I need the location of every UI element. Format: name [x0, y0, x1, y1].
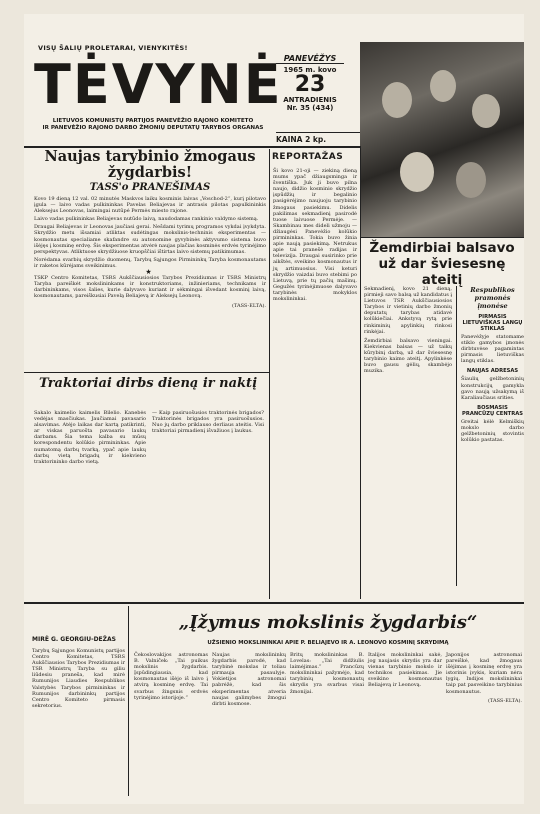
- lead-body: [34, 196, 266, 309]
- traktoriai-body: Sakalo kaimelio kaimelis Bilelio. Kanebės vedėjas masčiukas. Jaučiamai pavasario alsavimas. Atėjo laikas dar kartą patikrinti, ar viskas paruošta pavasario laukų darbams. Šia tema kalba su mūsų korespondentu kolūkio pirmininkas. Apie numatomą darbų tvarką, ypač apie laukų darbų vietą brigadų ir kiekvieno traktorininko darbo vietą.: [34, 410, 146, 465]
- izymus-headline: „Įžymus mokslinis žygdarbis“: [178, 612, 478, 633]
- lead-paragraph-5: TSKP Centro Komitetas, TSRS Aukščiausiosios Tarybos Prezidiumas ir TSRS Ministrų Taryba pareiškėt mokslininkams ir konstruktoriams, inžinieriams, technikams ir darbininkams, visos šalies, kurie dalyvavo kuriant ir sėkmingai išvedant kosminį laivą, kosmonautams, pareiškusiai Pavelą Beliajevą ir Aleksejų Leonovą.: [34, 275, 266, 300]
- lead-source: TASS'o PRANEŠIMAS: [89, 182, 211, 193]
- mire-body: [32, 648, 125, 709]
- respublikos-item-3-title: BOSMASIS PRANCŪZŲ CENTRAS: [462, 404, 523, 417]
- respublikos-item-2-text: Šiaulių gelžbetoninių konstrukcijų gamykla gavo naują užsakymą iš Karaliaučiaus srities.: [461, 376, 524, 401]
- izymus-col-2-text: Naujas mokslininkų žygdarbis parodė, kad tarybinė mokslas ir toliau pirmauja pasaulyje. Vokietijos astronomai pabrėžė, kad šis eksperimentas atveria naujas galimybes žmogui dirbti kosmose.: [212, 652, 286, 707]
- izymus-col-3-text: Britų mokslininkas B. Lovelas: „Tai didžiulis laimėjimas.“ Prancūzų mokslininkai pažymėjo, kad tarybinių kosmonautų skrydis yra svarbus visai žmonijai.: [290, 652, 364, 695]
- reportazas-heading: REPORTAŽAS: [272, 152, 344, 162]
- zemdirbiai-paragraph-1: Sekmadienį, kovo 21 dieną, pirmieji savo balsą už kandidatus į Lietuvos TSR Aukščiausiosios Tarybos ir vietinių darbo žmonių deputatų tarybas atidavė kolūkiečiai. Ankstyvą rytą prie rinkiminių apylinkių rinkosi rinkėjai.: [364, 286, 452, 335]
- masthead-subtitle-line-1: LIETUVOS KOMUNISTŲ PARTIJOS PANEVĖŽIO RAJONO KOMITETO: [52, 118, 254, 124]
- newspaper-title: TĖVYNĖ: [34, 53, 283, 116]
- traktoriai-body-col-1: [34, 410, 146, 465]
- traktoriai-body-col-2: [152, 410, 264, 434]
- masthead-subtitle: [38, 118, 268, 132]
- lead-paragraph-4: Norėdama svarbių skrydžio duomenų, Tarybų Sąjungos Pirmininkų Taryba kosmonautams ir raketos kūrėjams sveikinimus.: [34, 256, 266, 269]
- rule-bottom-col: [128, 606, 129, 796]
- izymus-col-4: [368, 652, 442, 689]
- lead-separator: ★: [145, 268, 155, 277]
- issue-month: kovo: [317, 66, 337, 74]
- zemdirbiai-paragraph-2: Žemdirbiai balsavo vieningai. Kiekvienas balsas — už taikų kūrybinį darbą, už dar šviesesnę tarybinio kaimo ateitį. Apylinkėse buvo gausu gėlių, skambėjo muzika.: [364, 337, 452, 375]
- rule-photo-bottom: [360, 237, 524, 238]
- lead-paragraph-1: Kovo 19 dieną 12 val. 02 minutės Maskvos laiku kosminis laivas „Voschod-2“, kurį pilotavo įgula — laivo vadas pulkininkas Pavelas Beliajevas ir antrasis pilotas papulkininkis Aleksejus Leonovas, laimingai nutūpė Permės miesto rajone.: [34, 196, 266, 215]
- mire-text: Tarybų Sąjungos Komunistų partijos Centro Komitetas, TSRS Aukščiausios Tarybos Prezidiumas ir TSR Ministrų Taryba su giliu liūdesiu praneša, kad mirė Rumunijos Liaudies Respublikos Valstybės Tarybos pirmininkas ir Rumunijos darbininkų partijos Centro Komiteto pirmasis sekretorius.: [32, 648, 125, 709]
- issue-number: Nr. 35 (434): [286, 104, 334, 112]
- respublikos-item-1-title: PIRMASIS LIETUVIŠKAS LANGŲ STIKLAS: [462, 314, 523, 332]
- izymus-col-2: [212, 652, 286, 707]
- reportazas-body: [273, 168, 357, 302]
- rule-lead-bottom: [24, 372, 269, 373]
- zemdirbiai-headline: Žemdirbiai balsavo už dar šviesesnę ateitį: [369, 240, 515, 288]
- rule-col-1: [269, 149, 270, 599]
- issue-price: KAINA 2 kp.: [276, 132, 366, 144]
- lead-paragraph-3: Draugai Beliajevas ir Leonovas jaučiasi gerai. Nešdami tyrimų programos vykdai įvykdyta. Skrydžio metu išsamiai atliktas sudėtingas mokslinis-techninis eksperimentas — kosmonautas specialiame skafandre su autonomine gyvybinės aktyvumo sistema buvo išėjęs į kosminę erdvę. Šis eksperimentas atvėrė naujas plačias kosminės erdvės tyrinėjimo perspektyvas. Atliktuose skrydžiuose kruopščiai ištirtas laivo sistemų patikimumas.: [34, 224, 266, 255]
- respublikos-item-1-text: Panevėžyje statomame stiklo gamybos įmonės dirbtuvėse pagamintas pirmasis lietuviškas langų stiklas.: [461, 334, 524, 365]
- respublikos-item-3-text: Greitai kėlė Kelmiškių mokslo darbo gelžbetoninių stovintis kolūkio pastatas.: [461, 418, 524, 444]
- masthead-subtitle-line-2: IR PANEVĖŽIO RAJONO DARBO ŽMONIŲ DEPUTATŲ TARYBOS ORGANAS: [42, 125, 264, 131]
- issue-day: 23: [294, 72, 326, 97]
- reportazas-text: Ši kovo 21-oji — ziekiną dieną mums ypač džiaugsminga ir šventiška. Juk ji buvo pilna naujo, didžio kosminio skrydžio įspūdžių ir begalinio pasigėrėjimo naujuoju tarybinio žmogaus pasiekimu. Didelis pakilimas sekmadienį pasirodė tuose laivuose Permėje. — Skambinau mes dideli užmoju — džiaugėsi Panevėžio kolūkio pirmininkas. Tokia buvo žinia apie naują pasiekimą. Netrukus apie tai pranešė radijas ir televizija. Draugai susirinko prie aikštės, sveikino kosmonautus ir jų artimuosius. Visi keturi skrydžio vaizdai buvo stebimi po Lietuvą, prie tų pačių mašinų. Gegužės tyrinėjimuose dalyvavo tarybinės mokyklos mokslininkai.: [273, 168, 357, 302]
- izymus-col-4-text: Italijos mokslininkai sakė, jog naujasis skrydis yra dar vienas tarybinio mokslo ir technikos pasiekimas. Jie sveikino kosmonautus Beliajevą ir Leonovą.: [368, 652, 442, 689]
- izymus-col-1-text: Čekoslovakijos astronomas B. Valniček: „Tai puikus mokslinis žygdarbis. Įspūdingiausia, kad kosmonautas išėjo iš laivo į atvirą kosminę erdvę. Tai svarbus žingsnis erdvės tyrinėjimo istorijoje.“: [134, 652, 208, 701]
- izymus-col-1: [134, 652, 208, 701]
- zemdirbiai-body: [364, 286, 452, 374]
- issue-year: 1965 m.: [283, 66, 316, 74]
- front-page-photo: [360, 42, 524, 237]
- lead-headline: Naujas tarybinio žmogaus žygdarbis!: [44, 148, 256, 181]
- issue-weekday: ANTRADIENIS: [283, 96, 337, 104]
- mire-headline: MIRĖ G. GEORGIU-DEŽAS: [32, 636, 116, 643]
- respublikos-item-2-title: NAUJAS ADRESAS: [466, 368, 519, 375]
- izymus-col-5: [446, 652, 522, 704]
- issue-city: PANEVĖŽYS: [276, 54, 344, 64]
- masthead: [24, 14, 283, 146]
- rule-bottom-section: [24, 602, 524, 604]
- respublikos-heading: Respublikos pramonės įmonėse: [470, 286, 515, 310]
- traktoriai-headline: Traktoriai dirbs dieną ir naktį: [38, 376, 257, 391]
- traktoriai-quote: — Kaip pasiruošusios traktorinės brigados? Traktorinės brigados yra pasiruošusios. Nuo jų darbo priklauso derliaus ateitis. Visi traktoriai pirmadienį išvažiuos į laukus.: [152, 410, 264, 435]
- respublikos-sidebox: [456, 286, 524, 586]
- lead-paragraph-2: Laivo vadas pulkininkas Beliajevas nutūdo laivą, naudodamas rankinio valdymo sistemą.: [34, 216, 259, 223]
- izymus-col-3: [290, 652, 364, 695]
- issue-date-box: [276, 54, 344, 136]
- izymus-subhead: UŽSIENIO MOKSLININKAI APIE P. BELIAJEVO IR A. LEONOVO KOSMINĮ SKRYDIMĄ: [207, 640, 449, 646]
- newspaper-page: [24, 14, 524, 804]
- izymus-credit: (TASS-ELTA).: [487, 697, 522, 704]
- izymus-col-5-text: Japonijos astronomai pareiškė, kad žmogaus išėjimas į kosminę erdvę yra istorinis įvykis, kuriam nėra lygių. Indijos mokslininkai taip pat pasveikino tarybinius kosmonautus.: [446, 652, 522, 695]
- rule-col-2: [360, 146, 361, 599]
- lead-credit: (TASS-ELTA).: [231, 302, 266, 309]
- masthead-slogan: VISŲ ŠALIŲ PROLETARAI, VIENYKITĖS!: [38, 44, 188, 52]
